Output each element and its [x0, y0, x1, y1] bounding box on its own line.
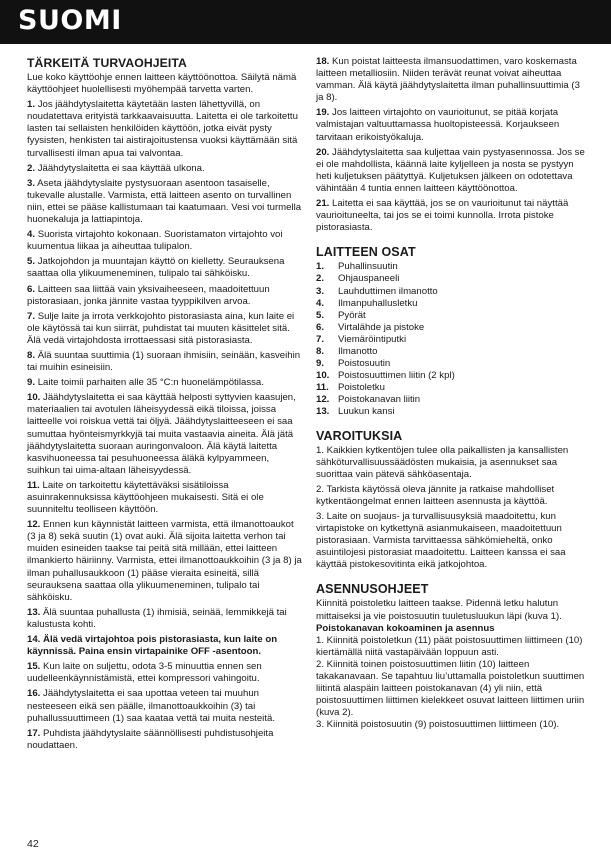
item-text: Ennen kun käynnistät laitteen varmista, että ilmanottoaukot (3 ja 8) sekä suutin (1) ovat auki. Älä sijoita laitetta verhon tai muiden esineiden taakse tai peitä sitä millään, ettei laitteen ilmankierto häiriinny. Varmista, ettei ilmanottoaukkoihin (3 ja 8) ja ilman puhallusaukkoon (1) pääse vieraita esineitä, sillä seurauksena saattaa olla ylikuumeneminen, tulipalo tai sähköisku.: [27, 519, 302, 603]
item-text: Kun poistat laitteesta ilmansuodattimen, varo koskemasta laitteen metalliosiin. Niiden terävät reunat voivat aiheuttaa vamman. Älä käytä jäähdytyslaitetta ilman puhallinsuuttimia (3 ja 8).: [316, 56, 580, 104]
safety-item: [27, 99, 302, 159]
item-text: Jos jäähdytyslaitetta käytetään lasten lähettyvillä, on noudatettava erityistä tarkkaavaisuutta. Laitetta ei ole tarkoitettu lasten tai sellaisten henkilöiden käyttöön, jotka eivät pysty fyysisten, henkisten tai aistirajoitustensa vuoksi käyttämään sitä turvallisesti ilman apua tai valvontaa.: [27, 99, 298, 159]
item-number: 11.: [27, 479, 40, 491]
list-item: [316, 286, 588, 298]
parts-section-title: LAITTEEN OSAT: [316, 245, 416, 260]
item-text: Jäähdytyslaitetta ei saa käyttää helposti syttyvien kaasujen, materiaalien tai avotulen läheisyydessä eikä tiloissa, joissa laitteelle voi roiskua vettä tai öljyä. Jäähdytyslaitteeseen ei saa sumuttaa hyönteismyrkkyjä tai muita vastaavia aineita. Älä jätä jäähdytyslaitetta suoraan auringonvaloon. Älä käytä laitetta kasvihuoneessa tai pesuhuoneessa äläkä kylpyammeen, suihkun tai uima-altaan läheisyydessä.: [27, 392, 296, 476]
safety-item: [27, 661, 302, 685]
item-number: 13.: [27, 606, 41, 618]
language-title: SUOMI: [18, 5, 122, 36]
warning-item: 2. Tarkista käytössä oleva jännite ja ratkaise mahdolliset kytkentäongelmat ennen laitteen asennusta ja käyttöä.: [316, 483, 555, 507]
part-label: Pyörät: [338, 309, 366, 321]
safety-item: [27, 350, 302, 374]
item-number: 17.: [27, 727, 41, 739]
item-text: Laite on tarkoitettu käytettäväksi sisätiloissa asuinrakennuksissa käyttöohjeen mukaisesti. Sitä ei ole suunniteltu teolliseen käyttöön.: [27, 479, 264, 516]
item-number: 6.: [27, 283, 36, 295]
safety-item: [27, 284, 302, 308]
safety-item: [27, 377, 302, 389]
part-label: Viemäröintiputki: [338, 333, 407, 345]
item-number: 12.: [27, 519, 41, 531]
item-text: Kun laite on suljettu, odota 3-5 minuuttia ennen sen uudelleenkäynnistämistä, ettei kompressori vahingoitu.: [27, 661, 262, 685]
list-item: [316, 273, 588, 285]
part-number: 7.: [316, 333, 325, 345]
safety-item: [316, 56, 588, 104]
item-number: 16.: [27, 688, 41, 700]
item-text: Aseta jäähdytyslaite pystysuoraan asentoon tasaiselle, tukevalle alustalle. Varmista, että laitteen asento on turvallinen niin, ettei se pääse kallistumaan tai kaatumaan. Vesi voi turmella huonekaluja ja lattiapintoja.: [27, 177, 302, 226]
safety-item: [27, 480, 302, 516]
list-item: [316, 310, 588, 322]
item-number: 8.: [27, 349, 36, 361]
part-number: 11.: [316, 382, 329, 394]
item-text: Jäähdytyslaitetta ei saa käyttää ulkona.: [37, 162, 205, 174]
safety-item: [27, 519, 302, 604]
safety-item: [27, 311, 302, 347]
list-item: [316, 298, 588, 310]
part-label: Poistosuuttimen liitin (2 kpl): [338, 370, 455, 382]
item-text: Laite toimii parhaiten alle 35 °C:n huonelämpötilassa.: [37, 377, 264, 389]
list-item: [316, 394, 588, 406]
part-label: Poistoletku: [338, 382, 385, 394]
warning-item: 1. Kaikkien kytkentöjen tulee olla paikallisten ja kansallisten sähköturvallisuussäädösten mukaisia, ja asennukset saa suorittaa vain pätevä sähköasentaja.: [316, 444, 569, 480]
part-number: 5.: [316, 309, 325, 321]
part-number: 8.: [316, 345, 325, 357]
item-text: Jos laitteen virtajohto on vaurioitunut, se pitää korjata valmistajan valtuuttamassa huoltopisteessä. Korjaukseen tarvitaan erikoistyökaluja.: [316, 107, 560, 143]
part-number: 10.: [316, 370, 330, 382]
item-text: Älä suuntaa puhallusta (1) ihmisiä, seinää, lemmikkejä tai kalustusta kohti.: [27, 606, 287, 630]
part-label: Puhallinsuutin: [338, 261, 398, 273]
part-label: Ohjauspaneeli: [338, 273, 400, 285]
item-text: Jäähdytyslaitetta ei saa upottaa veteen tai muuhun nesteeseen eikä sen päälle, ilmanottoaukkoihin (3) tai puhallussuuttimeen (1) saa kaataa vettä tai muita nesteitä.: [27, 688, 275, 724]
right-column: [316, 56, 588, 732]
warning-item: 3. Laite on suojaus- ja turvallisuusyksiä maadoitettu, kun virtapistoke on kytkettynä asianmukaiseen, maadoitettuun pistorasiaan. Varmista tarvittaessa sähkömieheltä, onko asuintilojesi pistorasiat maadoitettu. Laitteen kanssa ei saa käyttää pistokesovitinta eikä jatkojohtoa.: [316, 511, 566, 571]
item-number: 7.: [27, 310, 36, 322]
item-text: Älä vedä virtajohtoa pois pistorasiasta, kun laite on käynnissä. Paina ensin virtapainike OFF -asentoon.: [27, 634, 278, 658]
item-number: 9.: [27, 377, 36, 389]
part-number: 4.: [316, 297, 325, 309]
list-item: [316, 406, 588, 418]
install-step: 1. Kiinnitä poistoletkun (11) päät poistosuuttimen liittimeen (10) kiertämällä niitä vastapäivään loppuun asti.: [316, 634, 583, 658]
item-number: 1.: [27, 99, 36, 111]
safety-item: [316, 147, 588, 195]
part-number: 2.: [316, 273, 325, 285]
item-text: Laitetta ei saa käyttää, jos se on vaurioitunut tai näyttää vaurioituneelta, tai jos se ei toimi kunnolla. Irrota pistoke pistorasiasta.: [316, 198, 569, 234]
install-step: 3. Kiinnitä poistosuutin (9) poistosuuttimen liittimeen (10).: [316, 719, 560, 731]
part-label: Ilmanotto: [338, 345, 378, 357]
page-number: 42: [27, 838, 39, 850]
item-number: 18.: [316, 56, 330, 67]
part-number: 1.: [316, 261, 325, 273]
install-intro: Kiinnitä poistoletku laitteen taakse. Pidennä letku halutun mittaiseksi ja vie poistosuutin tuuletusluukun läpi (kuva 1).: [316, 598, 562, 622]
safety-item: [27, 392, 302, 477]
item-text: Sulje laite ja irrota verkkojohto pistorasiasta aina, kun laite ei ole käytössä tai kun siirrät, puhdistat tai muuten käsittelet sitä. Älä vedä virtajohdosta irrottaessasi sitä pistorasiasta.: [27, 310, 295, 346]
install-step: 2. Kiinnitä toinen poistosuuttimen liitin (10) laitteen takakanavaan. Se tapahtuu liu’uttamalla poistoletkun suuttimen liitintä alaspäin laitteen poistokanavan (4) yli niin, että poistosuuttimen liittimen kielekkeet osuvat laitteen liittimen uriin (kuva 2).: [316, 658, 585, 719]
language-header-bar: [0, 0, 611, 44]
list-item: [316, 334, 588, 346]
part-number: 12.: [316, 394, 330, 406]
item-text: Jatkojohdon ja muuntajan käyttö on kielletty. Seurauksena saattaa olla ylikuumeneminen, tulipalo tai sähköisku.: [27, 256, 285, 280]
safety-item: [27, 256, 302, 280]
part-label: Lauhduttimen ilmanotto: [338, 285, 438, 297]
part-number: 3.: [316, 285, 325, 297]
part-label: Poistosuutin: [338, 358, 391, 370]
install-subheading: Poistokanavan kokoaminen ja asennus: [316, 622, 495, 634]
list-item: [316, 358, 588, 370]
item-text: Jäähdytyslaitetta saa kuljettaa vain pystyasennossa. Jos se ei ole mahdollista, käännä laite kyljelleen ja nosta se pystyyn heti kuljetuksen päätyttyä. Kuljetuksen jälkeen on odotettava vähintään 4 tuntia ennen laitteen käyttöönottoa.: [316, 146, 585, 194]
item-number: 20.: [316, 146, 330, 158]
safety-item: [27, 163, 302, 175]
item-number: 10.: [27, 392, 41, 404]
item-text: Puhdista jäähdytyslaite säännöllisesti puhdistusohjeita noudattaen.: [27, 727, 274, 751]
safety-item: [316, 198, 588, 234]
item-number: 2.: [27, 162, 36, 174]
item-text: Älä suuntaa suuttimia (1) suoraan ihmisiin, seinään, kasveihin tai muihin esineisiin.: [27, 349, 301, 374]
part-number: 13.: [316, 406, 330, 418]
item-number: 5.: [27, 256, 36, 268]
safety-item: [27, 607, 302, 631]
list-item: [316, 346, 588, 358]
list-item: [316, 322, 588, 334]
item-number: 4.: [27, 229, 36, 241]
item-number: 15.: [27, 661, 41, 673]
item-text: Suorista virtajohto kokonaan. Suoristamaton virtajohto voi kuumentua liikaa ja aiheuttaa tulipalon.: [27, 229, 283, 253]
safety-item: [27, 178, 302, 226]
item-number: 3.: [27, 177, 36, 189]
part-number: 9.: [316, 358, 325, 370]
item-number: 14.: [27, 634, 41, 646]
safety-item: [27, 728, 302, 752]
item-number: 21.: [316, 198, 330, 210]
parts-list: [316, 261, 588, 418]
part-number: 6.: [316, 321, 325, 333]
list-item: [316, 370, 588, 382]
list-item: [316, 382, 588, 394]
part-label: Poistokanavan liitin: [338, 394, 421, 406]
safety-item: [316, 107, 588, 143]
part-label: Ilmanpuhallusletku: [338, 297, 418, 309]
item-text: Laitteen saa liittää vain yksivaiheeseen, maadoitettuun pistorasiaan, jonka jännite vastaa tyyppikilven arvoa.: [27, 283, 270, 307]
safety-item: [27, 229, 302, 253]
part-label: Luukun kansi: [338, 406, 395, 418]
part-label: Virtalähde ja pistoke: [338, 321, 425, 333]
list-item: [316, 261, 588, 273]
safety-item: [27, 688, 302, 724]
safety-item-emphasized: [27, 634, 302, 658]
safety-intro: Lue koko käyttöohje ennen laitteen käyttöönottoa. Säilytä nämä käyttöohjeet huolellisesti myöhempää tarvetta varten.: [27, 72, 297, 96]
safety-section-title: TÄRKEITÄ TURVAOHJEITA: [27, 56, 187, 70]
item-number: 19.: [316, 107, 330, 119]
warnings-section-title: VAROITUKSIA: [316, 428, 403, 443]
install-section-title: ASENNUSOHJEET: [316, 582, 429, 597]
left-column: [27, 56, 302, 755]
